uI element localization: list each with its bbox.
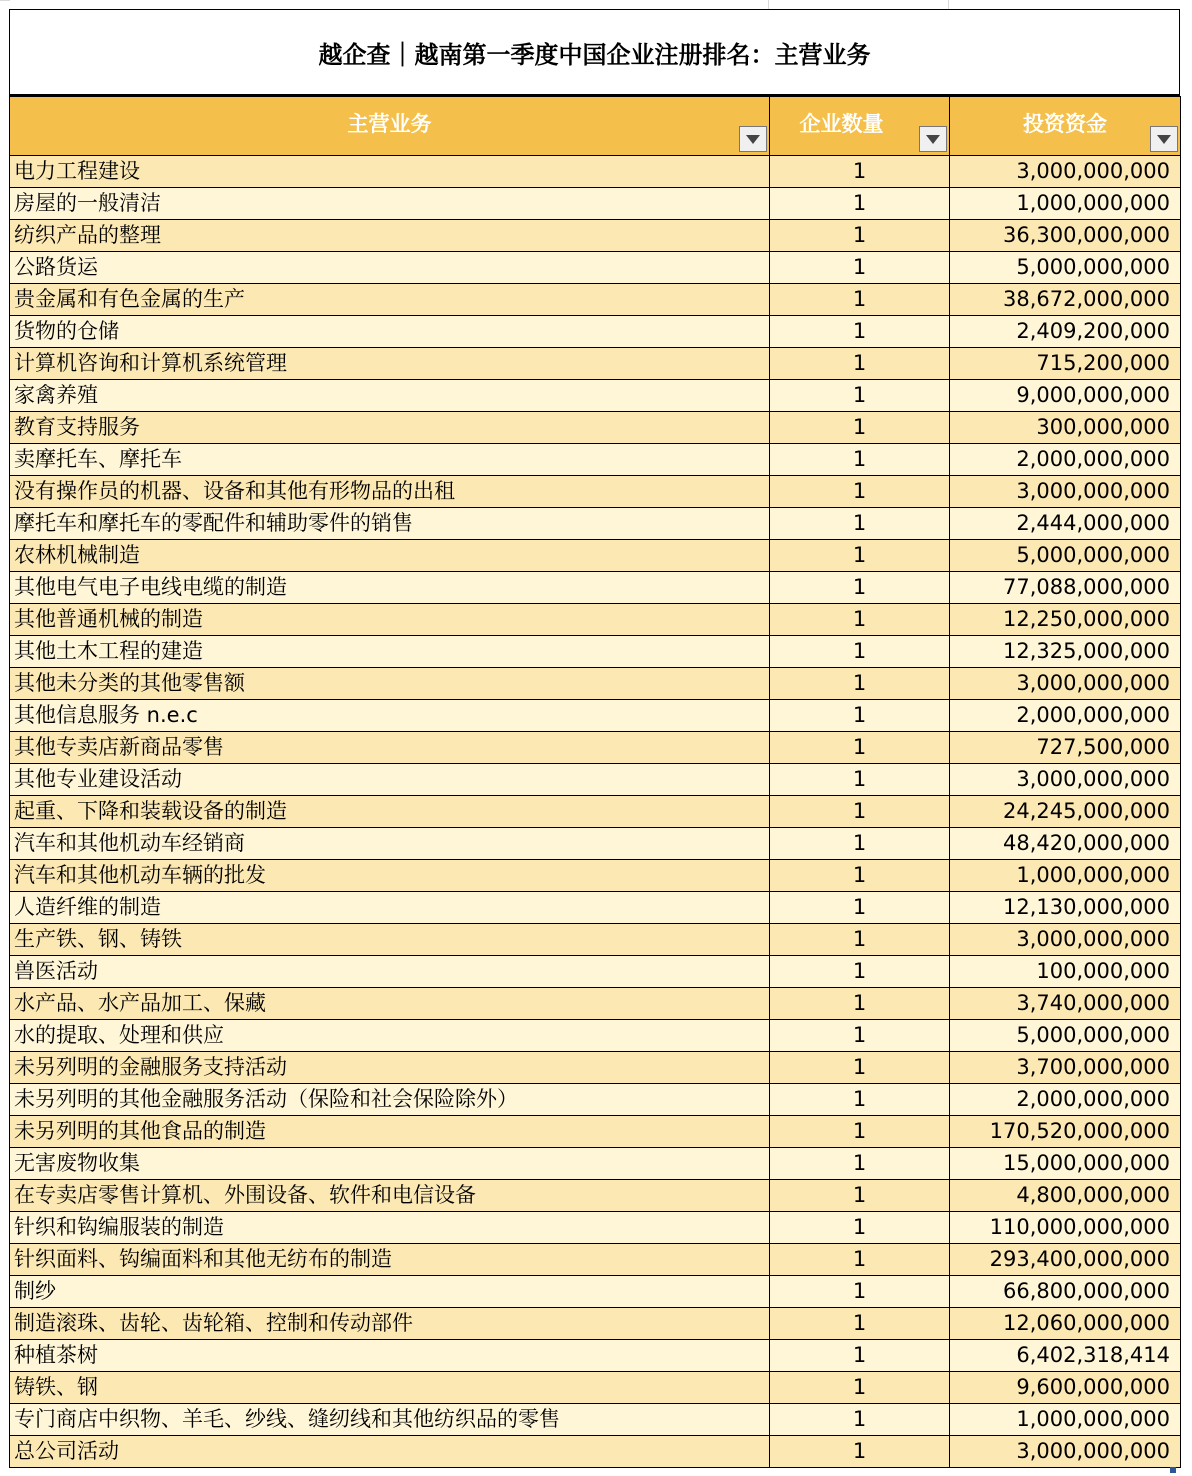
cell-funds[interactable]: 66,800,000,000 [950, 1276, 1181, 1308]
filter-dropdown-icon[interactable] [739, 126, 767, 152]
table-row [10, 1052, 1181, 1084]
cell-count[interactable]: 1 [770, 764, 950, 796]
cell-business[interactable]: 制纱 [10, 1276, 770, 1308]
cell-business[interactable]: 没有操作员的机器、设备和其他有形物品的出租 [10, 476, 770, 508]
table-row [10, 604, 1181, 636]
cell-count[interactable]: 1 [770, 572, 950, 604]
cell-count[interactable]: 1 [770, 1116, 950, 1148]
table-row [10, 1020, 1181, 1052]
cell-count[interactable]: 1 [770, 508, 950, 540]
cell-funds[interactable]: 12,250,000,000 [950, 604, 1181, 636]
cell-count[interactable]: 1 [770, 988, 950, 1020]
cell-business[interactable]: 汽车和其他机动车经销商 [10, 828, 770, 860]
cell-business[interactable]: 未另列明的其他金融服务活动（保险和社会保险除外） [10, 1084, 770, 1116]
cell-funds[interactable]: 3,000,000,000 [950, 764, 1181, 796]
header-row [10, 97, 1181, 156]
cell-business[interactable]: 房屋的一般清洁 [10, 188, 770, 220]
filter-dropdown-icon[interactable] [919, 126, 947, 152]
table-row [10, 540, 1181, 572]
cell-business[interactable]: 其他土木工程的建造 [10, 636, 770, 668]
cell-count[interactable]: 1 [770, 1020, 950, 1052]
cell-count[interactable]: 1 [770, 156, 950, 188]
column-header-label: 企业数量 [799, 112, 884, 136]
cell-funds[interactable]: 9,000,000,000 [950, 380, 1181, 412]
table-row [10, 668, 1181, 700]
cell-funds[interactable]: 110,000,000,000 [950, 1212, 1181, 1244]
cell-business[interactable]: 其他电气电子电线电缆的制造 [10, 572, 770, 604]
table-row [10, 284, 1181, 316]
cell-business[interactable]: 在专卖店零售计算机、外围设备、软件和电信设备 [10, 1180, 770, 1212]
cell-funds[interactable]: 1,000,000,000 [950, 188, 1181, 220]
cell-funds[interactable]: 12,060,000,000 [950, 1308, 1181, 1340]
cell-business[interactable]: 计算机咨询和计算机系统管理 [10, 348, 770, 380]
cell-count[interactable]: 1 [770, 252, 950, 284]
cell-count[interactable]: 1 [770, 1436, 950, 1468]
table-row [10, 732, 1181, 764]
table-row [10, 636, 1181, 668]
spreadsheet [9, 9, 1180, 1468]
table-row [10, 572, 1181, 604]
cell-business[interactable]: 未另列明的金融服务支持活动 [10, 1052, 770, 1084]
table-row [10, 1308, 1181, 1340]
cell-count[interactable]: 1 [770, 1180, 950, 1212]
cell-funds[interactable]: 170,520,000,000 [950, 1116, 1181, 1148]
cell-funds[interactable]: 5,000,000,000 [950, 1020, 1181, 1052]
cell-count[interactable]: 1 [770, 1052, 950, 1084]
table-row [10, 508, 1181, 540]
table-row [10, 476, 1181, 508]
table-row [10, 316, 1181, 348]
cell-business[interactable]: 制造滚珠、齿轮、齿轮箱、控制和传动部件 [10, 1308, 770, 1340]
cell-funds[interactable]: 715,200,000 [950, 348, 1181, 380]
cell-funds[interactable]: 2,000,000,000 [950, 1084, 1181, 1116]
table-row [10, 380, 1181, 412]
table-row [10, 860, 1181, 892]
cell-funds[interactable]: 727,500,000 [950, 732, 1181, 764]
cell-funds[interactable]: 15,000,000,000 [950, 1148, 1181, 1180]
cell-count[interactable]: 1 [770, 540, 950, 572]
cell-count[interactable]: 1 [770, 1148, 950, 1180]
column-header-label: 主营业务 [347, 112, 432, 136]
cell-funds[interactable]: 100,000,000 [950, 956, 1181, 988]
cell-business[interactable]: 公路货运 [10, 252, 770, 284]
cell-business[interactable]: 针织面料、钩编面料和其他无纺布的制造 [10, 1244, 770, 1276]
gridline [0, 0, 10, 1]
table-row [10, 1276, 1181, 1308]
cell-funds[interactable]: 3,740,000,000 [950, 988, 1181, 1020]
cell-count[interactable]: 1 [770, 1308, 950, 1340]
cell-business[interactable]: 货物的仓储 [10, 316, 770, 348]
cell-count[interactable]: 1 [770, 956, 950, 988]
cell-business[interactable]: 其他专卖店新商品零售 [10, 732, 770, 764]
cell-count[interactable]: 1 [770, 668, 950, 700]
table-row [10, 828, 1181, 860]
cell-count[interactable]: 1 [770, 604, 950, 636]
cell-count[interactable]: 1 [770, 828, 950, 860]
column-header-funds[interactable] [950, 97, 1181, 156]
cell-count[interactable]: 1 [770, 732, 950, 764]
cell-business[interactable]: 兽医活动 [10, 956, 770, 988]
cell-business[interactable]: 电力工程建设 [10, 156, 770, 188]
cell-count[interactable]: 1 [770, 412, 950, 444]
cell-funds[interactable]: 300,000,000 [950, 412, 1181, 444]
cell-funds[interactable]: 12,130,000,000 [950, 892, 1181, 924]
table-row [10, 156, 1181, 188]
data-table [9, 96, 1181, 1468]
cell-count[interactable]: 1 [770, 1244, 950, 1276]
table-row [10, 1404, 1181, 1436]
table-row [10, 412, 1181, 444]
column-header-count[interactable] [770, 97, 950, 156]
cell-business[interactable]: 总公司活动 [10, 1436, 770, 1468]
cell-funds[interactable]: 1,000,000,000 [950, 860, 1181, 892]
cell-business[interactable]: 其他未分类的其他零售额 [10, 668, 770, 700]
cell-count[interactable]: 1 [770, 348, 950, 380]
table-row [10, 1212, 1181, 1244]
cell-count[interactable]: 1 [770, 316, 950, 348]
cell-funds[interactable]: 2,444,000,000 [950, 508, 1181, 540]
filter-dropdown-icon[interactable] [1150, 126, 1178, 152]
cell-business[interactable]: 摩托车和摩托车的零配件和辅助零件的销售 [10, 508, 770, 540]
table-row [10, 444, 1181, 476]
cell-funds[interactable]: 3,700,000,000 [950, 1052, 1181, 1084]
cell-business[interactable]: 无害废物收集 [10, 1148, 770, 1180]
cell-funds[interactable]: 1,000,000,000 [950, 1404, 1181, 1436]
selection-fill-handle[interactable] [1170, 1467, 1176, 1473]
cell-count[interactable]: 1 [770, 380, 950, 412]
cell-count[interactable]: 1 [770, 1340, 950, 1372]
cell-business[interactable]: 其他专业建设活动 [10, 764, 770, 796]
cell-business[interactable]: 未另列明的其他食品的制造 [10, 1116, 770, 1148]
table-row [10, 700, 1181, 732]
cell-business[interactable]: 水产品、水产品加工、保藏 [10, 988, 770, 1020]
table-row [10, 1148, 1181, 1180]
table-row [10, 348, 1181, 380]
cell-count[interactable]: 1 [770, 1276, 950, 1308]
cell-funds[interactable]: 2,000,000,000 [950, 700, 1181, 732]
table-row [10, 1084, 1181, 1116]
table-row [10, 1340, 1181, 1372]
cell-count[interactable]: 1 [770, 924, 950, 956]
cell-count[interactable]: 1 [770, 1212, 950, 1244]
table-row [10, 988, 1181, 1020]
cell-funds[interactable]: 293,400,000,000 [950, 1244, 1181, 1276]
cell-count[interactable]: 1 [770, 1404, 950, 1436]
cell-funds[interactable]: 3,000,000,000 [950, 156, 1181, 188]
table-row [10, 892, 1181, 924]
sheet-title[interactable]: 越企查｜越南第一季度中国企业注册排名：主营业务 [9, 9, 1180, 96]
table-row [10, 924, 1181, 956]
cell-business[interactable]: 农林机械制造 [10, 540, 770, 572]
column-header-label: 投资资金 [1023, 112, 1107, 136]
cell-business[interactable]: 水的提取、处理和供应 [10, 1020, 770, 1052]
table-row [10, 1436, 1181, 1468]
cell-count[interactable]: 1 [770, 220, 950, 252]
cell-count[interactable]: 1 [770, 860, 950, 892]
cell-funds[interactable]: 4,800,000,000 [950, 1180, 1181, 1212]
cell-business[interactable]: 铸铁、钢 [10, 1372, 770, 1404]
table-row [10, 764, 1181, 796]
cell-business[interactable]: 专门商店中织物、羊毛、纱线、缝纫线和其他纺织品的零售 [10, 1404, 770, 1436]
cell-funds[interactable]: 2,000,000,000 [950, 444, 1181, 476]
cell-funds[interactable]: 5,000,000,000 [950, 540, 1181, 572]
cell-count[interactable]: 1 [770, 476, 950, 508]
cell-business[interactable]: 其他信息服务 n.e.c [10, 700, 770, 732]
cell-funds[interactable]: 77,088,000,000 [950, 572, 1181, 604]
table-row [10, 1372, 1181, 1404]
cell-business[interactable]: 其他普通机械的制造 [10, 604, 770, 636]
cell-business[interactable]: 贵金属和有色金属的生产 [10, 284, 770, 316]
table-row [10, 220, 1181, 252]
cell-count[interactable]: 1 [770, 700, 950, 732]
cell-funds[interactable]: 5,000,000,000 [950, 252, 1181, 284]
table-row [10, 796, 1181, 828]
cell-funds[interactable]: 3,000,000,000 [950, 1436, 1181, 1468]
cell-funds[interactable]: 2,409,200,000 [950, 316, 1181, 348]
table-row [10, 1244, 1181, 1276]
cell-funds[interactable]: 12,325,000,000 [950, 636, 1181, 668]
cell-business[interactable]: 家禽养殖 [10, 380, 770, 412]
cell-business[interactable]: 种植茶树 [10, 1340, 770, 1372]
cell-count[interactable]: 1 [770, 444, 950, 476]
table-row [10, 252, 1181, 284]
table-row [10, 1180, 1181, 1212]
cell-funds[interactable]: 3,000,000,000 [950, 668, 1181, 700]
cell-business[interactable]: 人造纤维的制造 [10, 892, 770, 924]
cell-funds[interactable]: 36,300,000,000 [950, 220, 1181, 252]
cell-funds[interactable]: 6,402,318,414 [950, 1340, 1181, 1372]
cell-funds[interactable]: 24,245,000,000 [950, 796, 1181, 828]
table-row [10, 188, 1181, 220]
cell-count[interactable]: 1 [770, 892, 950, 924]
cell-funds[interactable]: 9,600,000,000 [950, 1372, 1181, 1404]
cell-count[interactable]: 1 [770, 188, 950, 220]
cell-business[interactable]: 生产铁、钢、铸铁 [10, 924, 770, 956]
cell-business[interactable]: 纺织产品的整理 [10, 220, 770, 252]
table-row [10, 956, 1181, 988]
cell-business[interactable]: 针织和钩编服装的制造 [10, 1212, 770, 1244]
cell-count[interactable]: 1 [770, 636, 950, 668]
cell-business[interactable]: 教育支持服务 [10, 412, 770, 444]
cell-business[interactable]: 起重、下降和装载设备的制造 [10, 796, 770, 828]
cell-funds[interactable]: 3,000,000,000 [950, 924, 1181, 956]
cell-count[interactable]: 1 [770, 284, 950, 316]
cell-funds[interactable]: 3,000,000,000 [950, 476, 1181, 508]
cell-count[interactable]: 1 [770, 1372, 950, 1404]
cell-count[interactable]: 1 [770, 796, 950, 828]
cell-funds[interactable]: 48,420,000,000 [950, 828, 1181, 860]
column-header-business[interactable] [10, 97, 770, 156]
cell-funds[interactable]: 38,672,000,000 [950, 284, 1181, 316]
table-row [10, 1116, 1181, 1148]
cell-business[interactable]: 卖摩托车、摩托车 [10, 444, 770, 476]
cell-business[interactable]: 汽车和其他机动车辆的批发 [10, 860, 770, 892]
cell-count[interactable]: 1 [770, 1084, 950, 1116]
